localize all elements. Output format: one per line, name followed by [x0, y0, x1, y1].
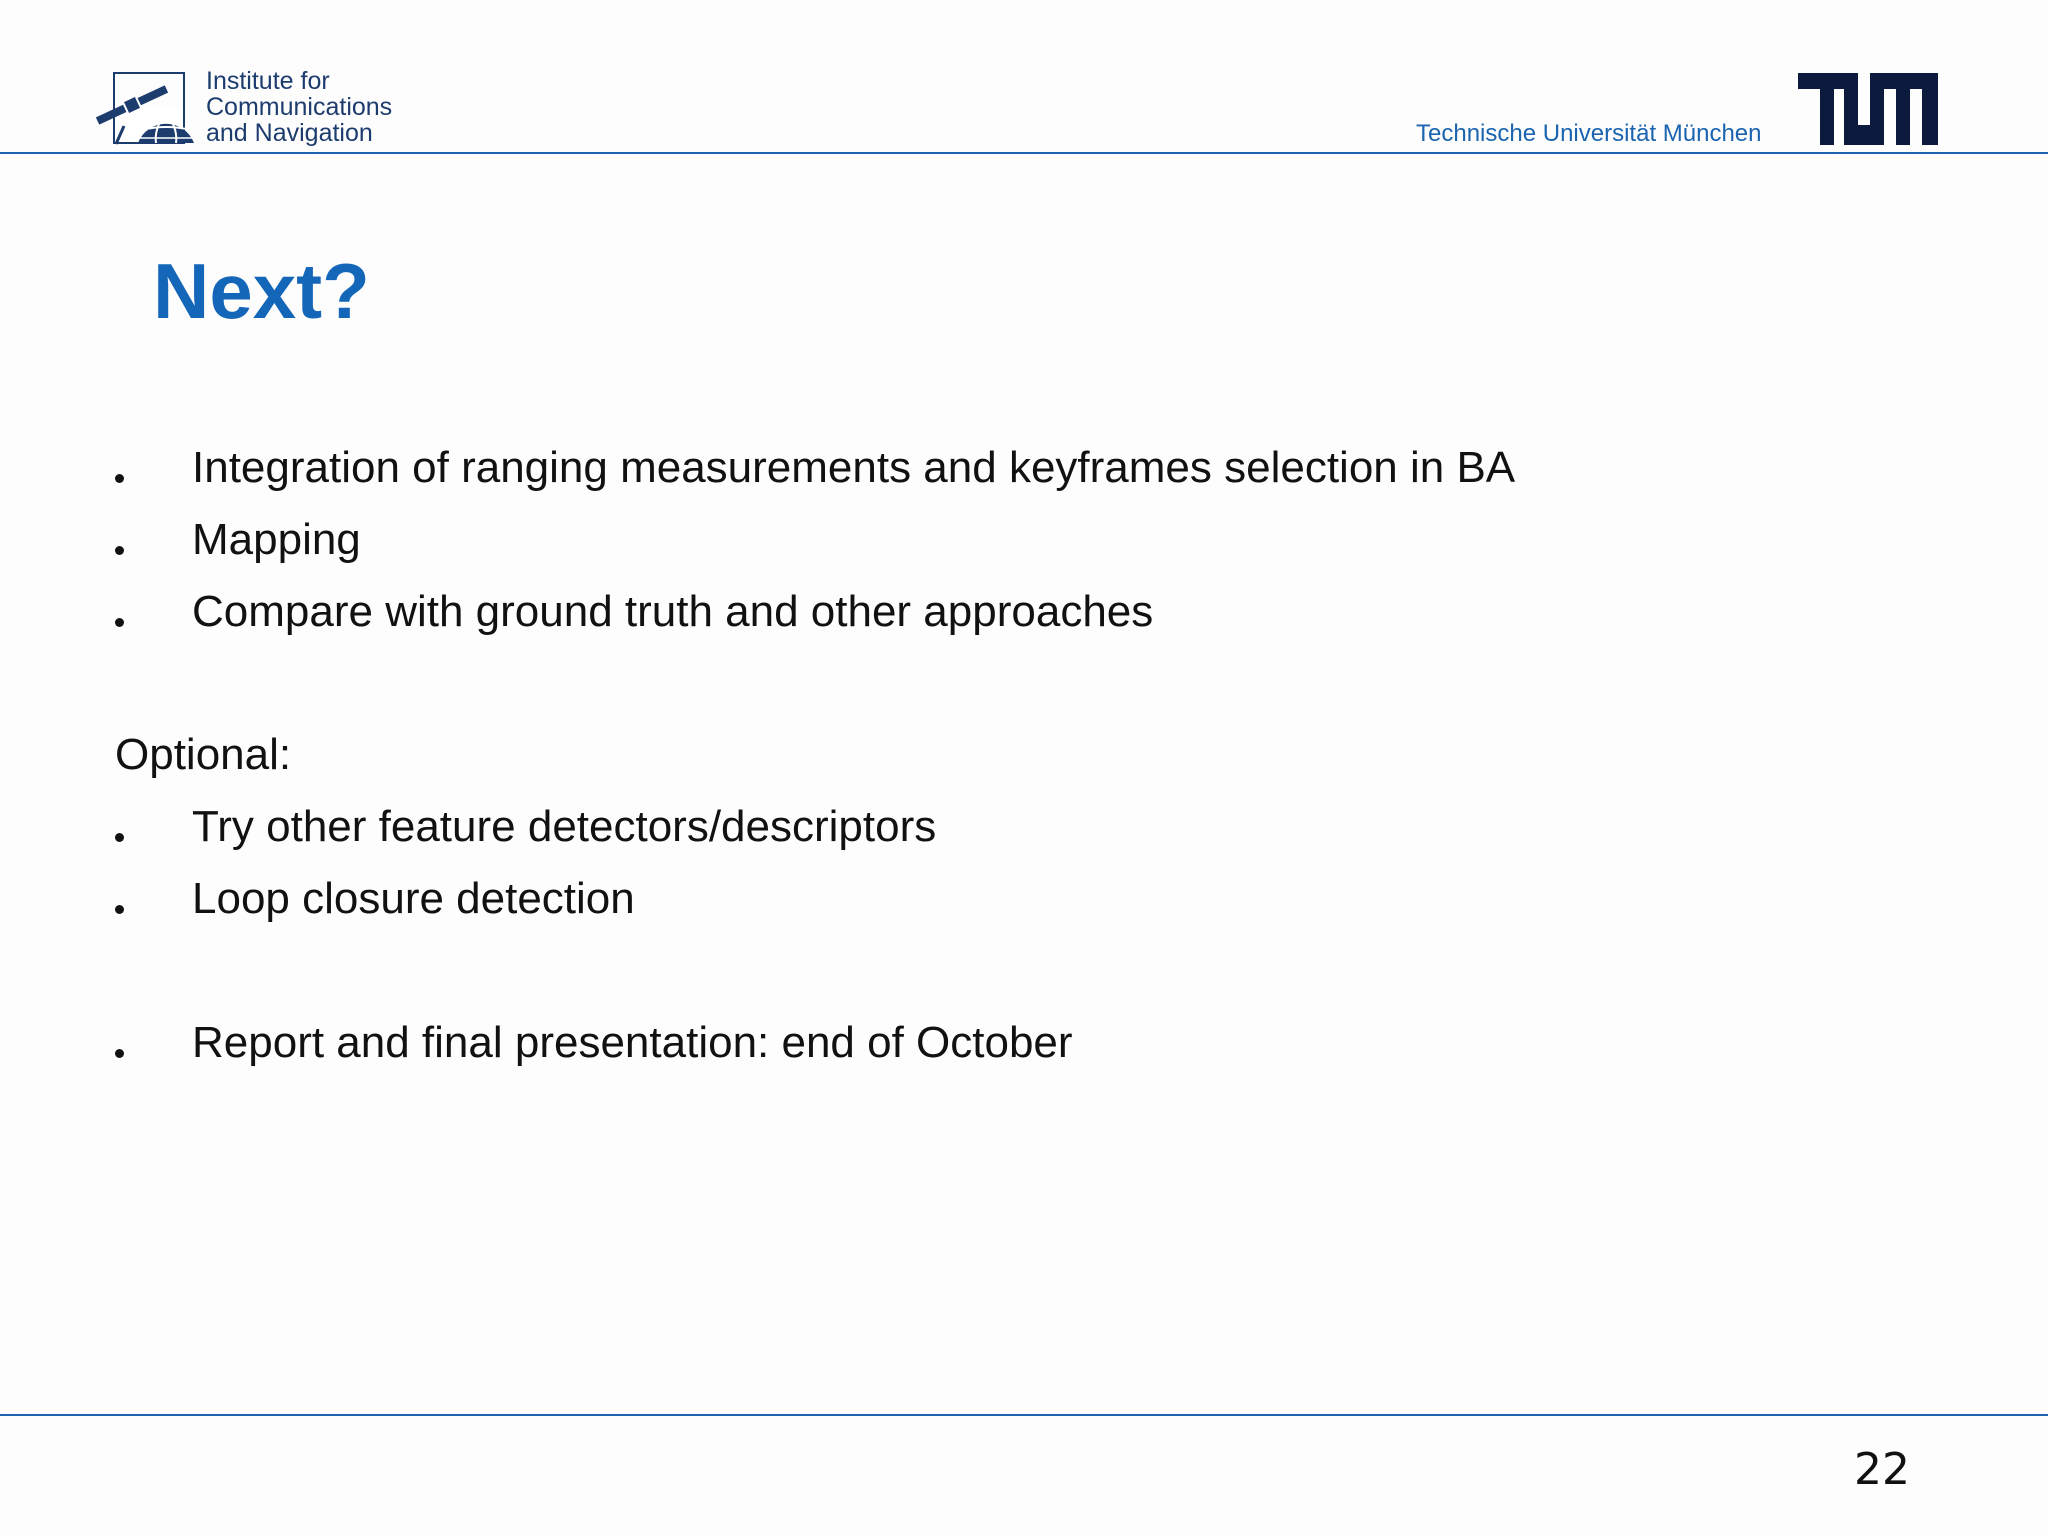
section-heading [0, 727, 1800, 783]
bullet-item [0, 799, 1800, 855]
bullet-icon [115, 905, 124, 914]
bullet-item [0, 584, 1800, 640]
optional-heading: Optional: [115, 730, 292, 779]
bullet-item [0, 512, 1800, 568]
institute-name-line-3: and Navigation [206, 119, 373, 147]
bullet-icon [115, 618, 124, 627]
footer-divider [0, 1414, 2048, 1416]
bullet-text: Report and final presentation: end of October [192, 1018, 1073, 1067]
bullet-item [0, 440, 1800, 496]
satellite-globe-logo-icon [94, 70, 194, 150]
university-name: Technische Universität München [1416, 120, 1762, 147]
institute-name [206, 68, 392, 146]
tum-logo-icon [1798, 73, 1938, 145]
bullet-text: Try other feature detectors/descriptors [192, 802, 937, 851]
institute-name-line-2: Communications [206, 93, 393, 121]
page-number: 22 [1854, 1444, 1910, 1495]
slide-title: Next? [153, 247, 370, 335]
bullet-item [0, 1015, 1800, 1071]
header-divider [0, 152, 2048, 154]
bullet-text: Loop closure detection [192, 874, 635, 923]
bullet-item [0, 871, 1800, 927]
bullet-icon [115, 1049, 124, 1058]
bullet-icon [115, 833, 124, 842]
bullet-icon [115, 474, 124, 483]
bullet-icon [115, 546, 124, 555]
bullet-text: Mapping [192, 515, 361, 564]
bullet-text: Integration of ranging measurements and keyframes selection in BA [192, 443, 1516, 492]
bullet-text: Compare with ground truth and other approaches [192, 587, 1154, 636]
institute-name-line-1: Institute for [206, 67, 330, 95]
